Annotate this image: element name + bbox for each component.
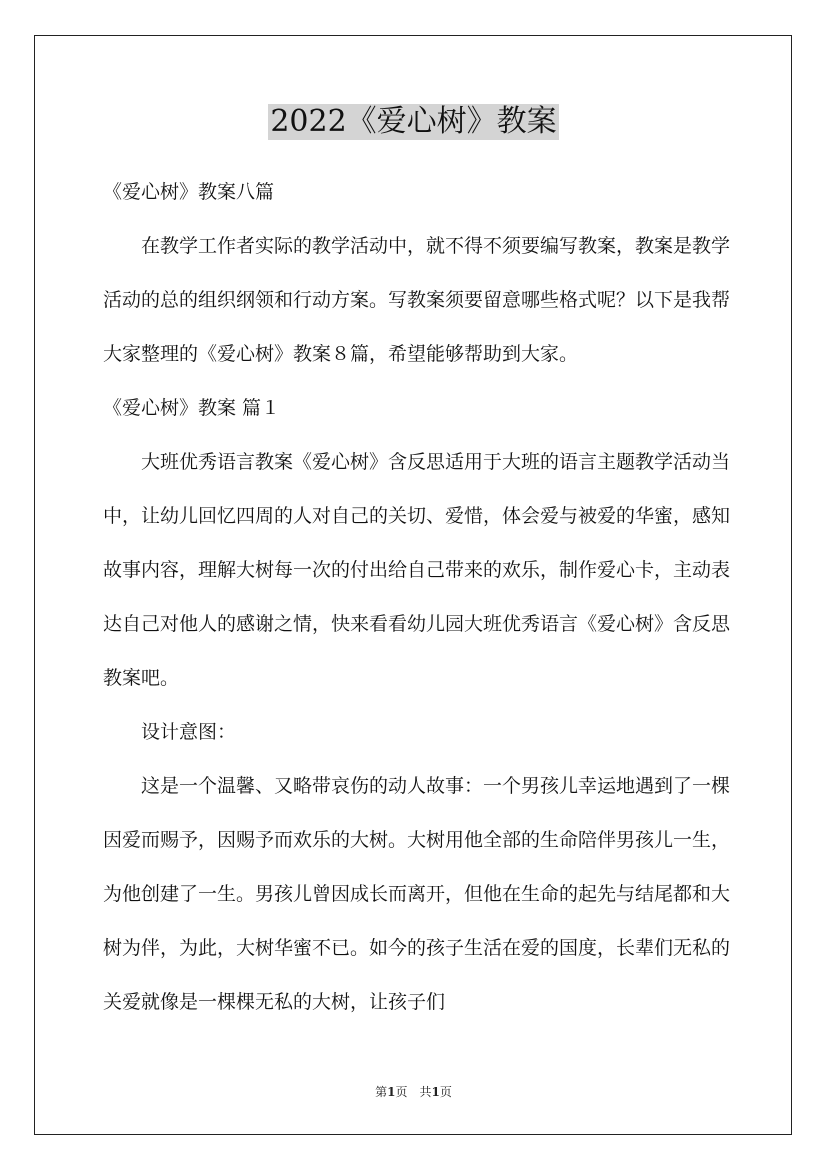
footer-prefix: 第 bbox=[375, 1085, 388, 1099]
paragraph-heading: 《爱心树》教案八篇 bbox=[103, 181, 275, 203]
page-footer bbox=[0, 1083, 827, 1100]
footer-page-number: 1 bbox=[387, 1085, 396, 1099]
paragraph-design-intent-label: 设计意图： bbox=[141, 721, 237, 743]
document-body bbox=[103, 165, 743, 1029]
paragraph-summary: 大班优秀语言教案《爱心树》含反思适用于大班的语言主题教学活动当中，让幼儿回忆四周的人对自己的关切、爱惜，体会爱与被爱的华蜜，感知故事内容，理解大树每一次的付出给自己带来的欢乐，制作爱心卡，主动表达自己对他人的感谢之情，快来看看幼儿园大班优秀语言《爱心树》含反思教案吧。 bbox=[103, 451, 731, 689]
footer-mid: 页 共 bbox=[395, 1085, 432, 1099]
paragraph-intro: 在教学工作者实际的教学活动中，就不得不须要编写教案，教案是教学活动的总的组织纲领和行动方案。写教案须要留意哪些格式呢？以下是我帮大家整理的《爱心树》教案８篇，希望能够帮助到大家。 bbox=[103, 235, 731, 365]
paragraph-design-intent: 这是一个温馨、又略带哀伤的动人故事：一个男孩儿幸运地遇到了一棵因爱而赐予，因赐予而欢乐的大树。大树用他全部的生命陪伴男孩儿一生，为他创建了一生。男孩儿曾因成长而离开，但他在生命的起先与结尾都和大树为伴，为此，大树华蜜不已。如今的孩子生活在爱的国度，长辈们无私的关爱就像是一棵棵无私的大树，让孩子们 bbox=[103, 775, 731, 1013]
footer-page-total: 1 bbox=[431, 1085, 440, 1099]
paragraph-section-heading: 《爱心树》教案 篇１ bbox=[103, 397, 281, 419]
document-title: 2022《爱心树》教案 bbox=[270, 104, 557, 139]
title-container bbox=[0, 104, 827, 140]
footer-suffix: 页 bbox=[439, 1085, 452, 1099]
